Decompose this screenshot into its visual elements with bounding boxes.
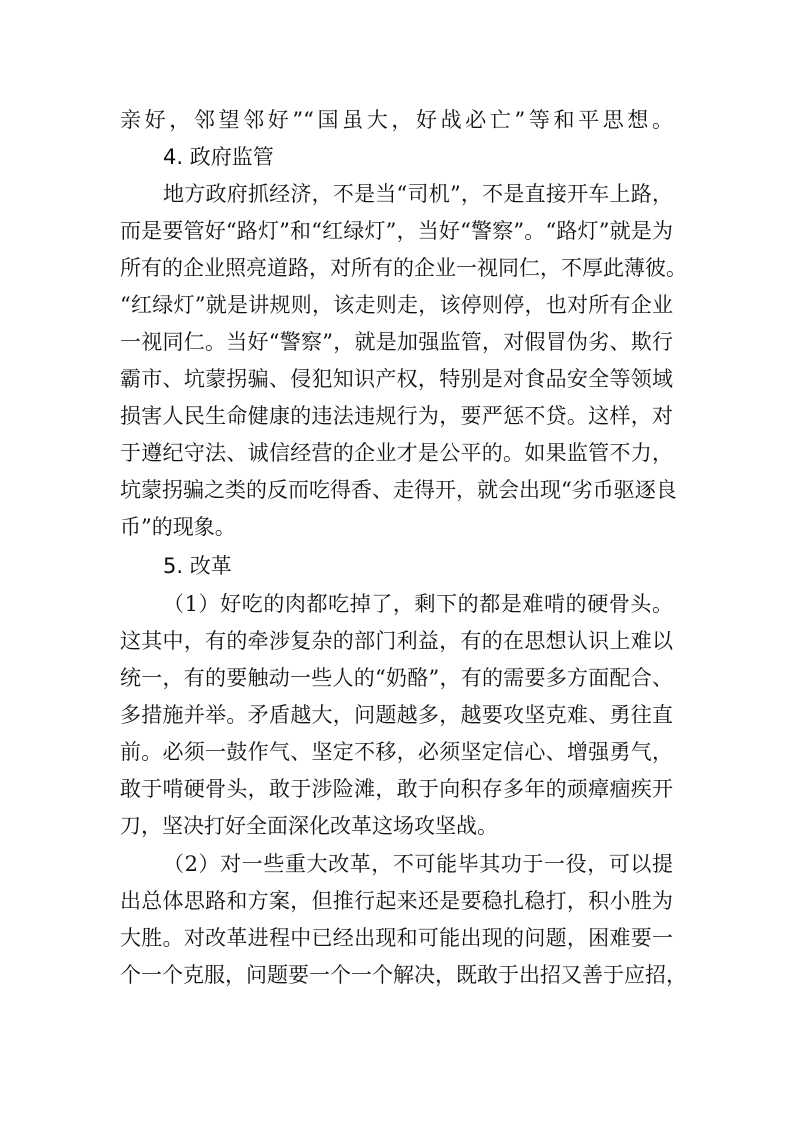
section-5-para2-line: 个一个克服，问题要一个一个解决，既敢于出招又善于应招， [120, 963, 687, 987]
section-5-para1-line: 统一，有的要触动一些人的“奶酪”，有的需要多方面配合、 [120, 666, 673, 690]
section-4-line: 币”的现象。 [120, 515, 236, 539]
section-4-line: 于遵纪守法、诚信经营的企业才是公平的。如果监管不力， [120, 441, 673, 465]
section-5-para1-line: 多措施并举。矛盾越大，问题越多，越要攻坚克难、勇往直 [120, 703, 673, 727]
section-5-para2-line: 出总体思路和方案，但推行起来还是要稳扎稳打，积小胜为 [120, 889, 673, 913]
section-5-heading: 5. 改革 [163, 554, 232, 578]
section-4-line: 地方政府抓经济，不是当“司机”，不是直接开车上路， [163, 182, 673, 206]
section-5-para1-line: （1）好吃的肉都吃掉了，剩下的都是难啃的硬骨头。 [163, 592, 673, 616]
section-5-para2-line: 大胜。对改革进程中已经出现和可能出现的问题，困难要一 [120, 926, 673, 950]
intro-line: 亲好，邻望邻好”“国虽大，好战必亡”等和平思想。 [120, 108, 673, 132]
section-5-para1-line: 刀，坚决打好全面深化改革这场攻坚战。 [120, 814, 498, 838]
section-5-para1-line: 前。必须一鼓作气、坚定不移，必须坚定信心、增强勇气， [120, 740, 673, 764]
section-5-para1-line: 这其中，有的牵涉复杂的部门利益，有的在思想认识上难以 [120, 629, 673, 653]
section-4-line: 坑蒙拐骗之类的反而吃得香、走得开，就会出现“劣币驱逐良 [120, 478, 677, 502]
section-5-para2-line: （2）对一些重大改革，不可能毕其功于一役，可以提 [163, 852, 673, 876]
section-4-line: 损害人民生命健康的违法违规行为，要严惩不贷。这样，对 [120, 404, 673, 428]
section-4-line: “红绿灯”就是讲规则，该走则走，该停则停，也对所有企业 [120, 293, 673, 317]
section-4-line: 而是要管好“路灯”和“红绿灯”，当好“警察”。“路灯”就是为 [120, 219, 673, 243]
section-4-line: 所有的企业照亮道路，对所有的企业一视同仁，不厚此薄彼。 [120, 256, 687, 280]
section-4-line: 一视同仁。当好“警察”，就是加强监管，对假冒伪劣、欺行 [120, 330, 673, 354]
section-4-heading: 4. 政府监管 [163, 145, 274, 169]
section-5-para1-line: 敢于啃硬骨头，敢于涉险滩，敢于向积存多年的顽瘴痼疾开 [120, 777, 673, 801]
section-4-line: 霸市、坑蒙拐骗、侵犯知识产权，特别是对食品安全等领域 [120, 367, 673, 391]
